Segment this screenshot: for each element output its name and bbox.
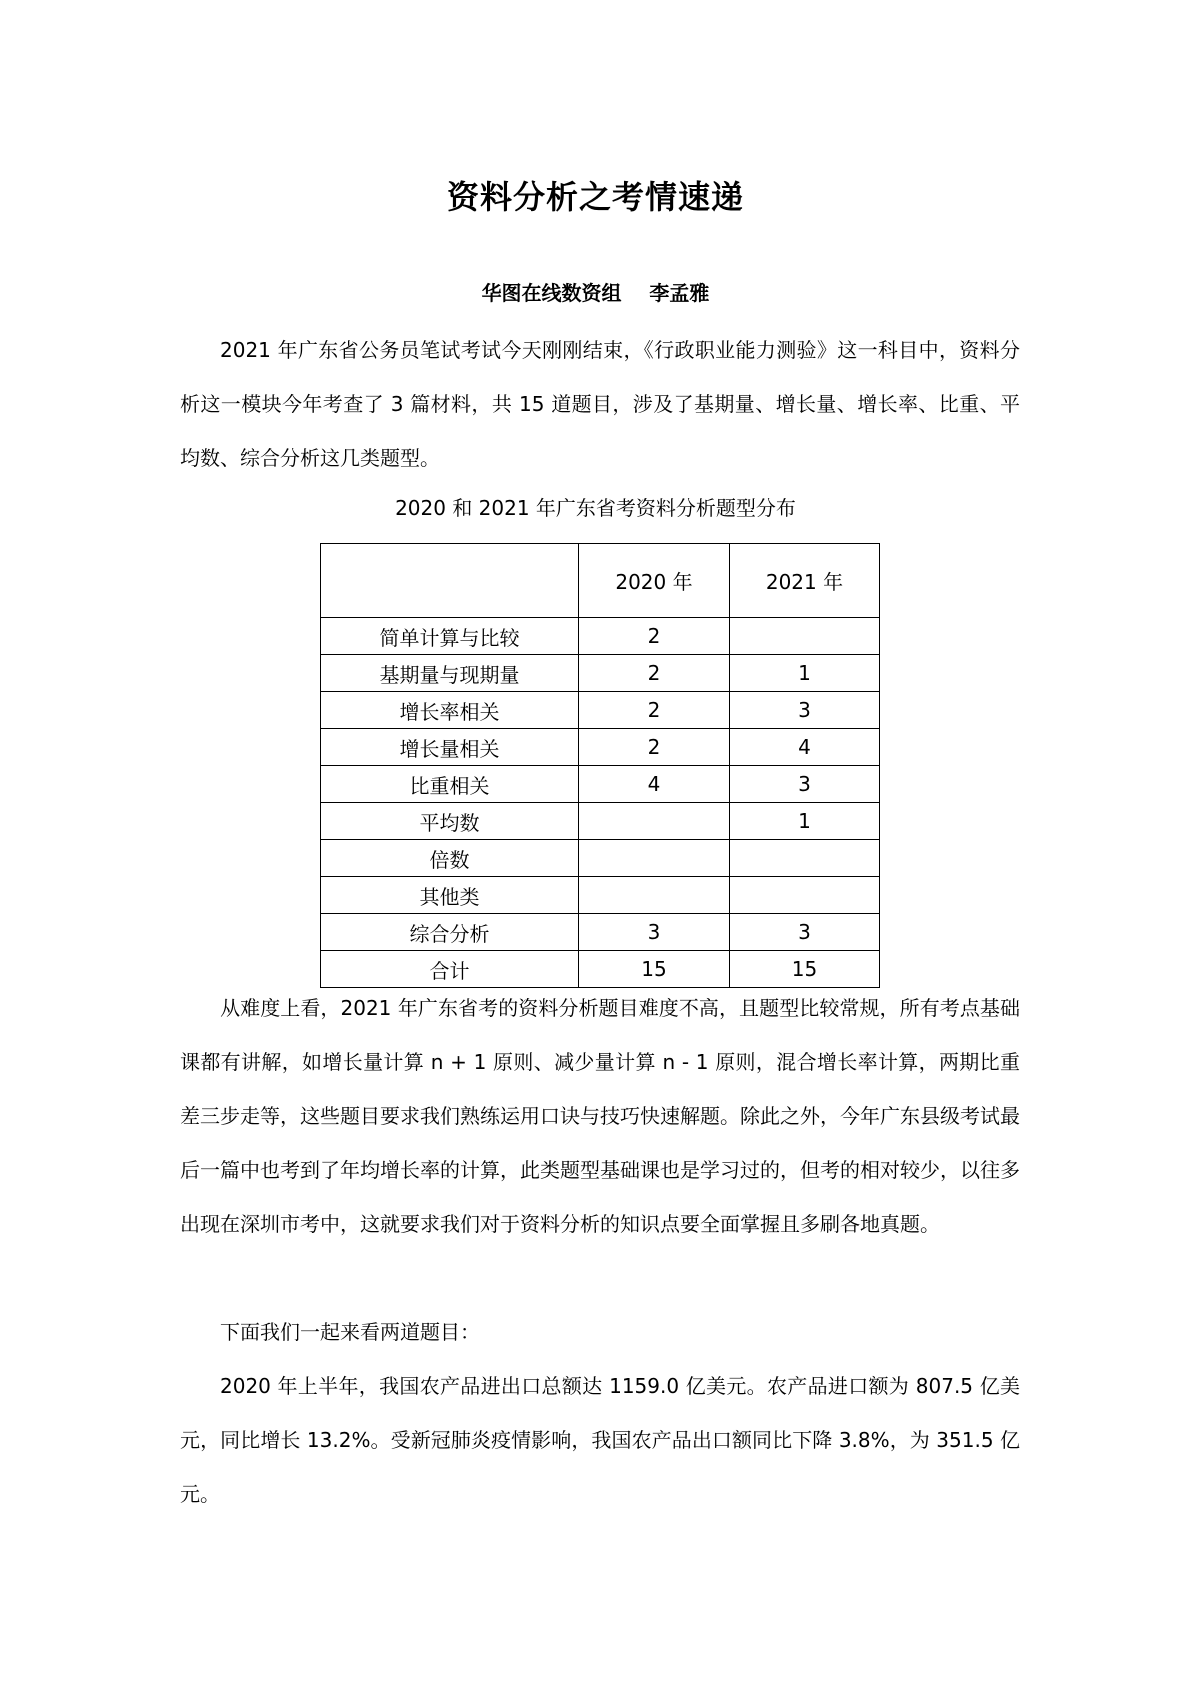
- row-2021-value: [730, 877, 880, 914]
- row-2021-value: 3: [730, 692, 880, 729]
- table-row: [321, 655, 880, 692]
- difficulty-paragraph: [180, 981, 1020, 1251]
- row-category: 其他类: [321, 877, 579, 914]
- row-2020-value: 2: [579, 618, 730, 655]
- row-2020-value: 15: [579, 951, 730, 988]
- row-2021-value: 4: [730, 729, 880, 766]
- row-2020-value: 3: [579, 914, 730, 951]
- row-category: 平均数: [321, 803, 579, 840]
- table-row: [321, 618, 880, 655]
- row-category: 增长率相关: [321, 692, 579, 729]
- row-2021-value: [730, 618, 880, 655]
- row-category: 倍数: [321, 840, 579, 877]
- row-category: 综合分析: [321, 914, 579, 951]
- row-2020-value: [579, 877, 730, 914]
- header-cell-2020: 2020 年: [579, 544, 730, 618]
- row-2020-value: 4: [579, 766, 730, 803]
- row-2021-value: 1: [730, 655, 880, 692]
- row-category: 合计: [321, 951, 579, 988]
- header-cell-category: [321, 544, 579, 618]
- table-row: [321, 729, 880, 766]
- table-row: [321, 840, 880, 877]
- difficulty-text: 从难度上看，2021 年广东省考的资料分析题目难度不高，且题型比较常规，所有考点基础课都有讲解，如增长量计算 n + 1 原则、减少量计算 n - 1 原则，混合增长率计算，两期比重差三步走等，这些题目要求我们熟练运用口诀与技巧快速解题。除此之外，今年广东县级考试最后一篇中也考到了年均增长率的计算，此类题型基础课也是学习过的，但考的相对较少，以往多出现在深圳市考中，这就要求我们对于资料分析的知识点要全面掌握且多刷各地真题。: [180, 996, 1020, 1236]
- lead-in-text: 下面我们一起来看两道题目：: [220, 1320, 480, 1344]
- material-paragraph: [180, 1359, 1020, 1521]
- question-type-table: [320, 543, 880, 988]
- table-row: [321, 803, 880, 840]
- row-2020-value: [579, 840, 730, 877]
- row-category: 简单计算与比较: [321, 618, 579, 655]
- row-2021-value: 1: [730, 803, 880, 840]
- author-line: 华图在线数资组 李孟雅: [481, 281, 710, 305]
- table-row: [321, 692, 880, 729]
- row-2020-value: 2: [579, 692, 730, 729]
- table-row: [321, 877, 880, 914]
- row-2021-value: 15: [730, 951, 880, 988]
- row-category: 增长量相关: [321, 729, 579, 766]
- material-text: 2020 年上半年，我国农产品进出口总额达 1159.0 亿美元。农产品进口额为 807.5 亿美元，同比增长 13.2%。受新冠肺炎疫情影响，我国农产品出口额同比下降 3.8%，为 351.5 亿元。: [180, 1374, 1020, 1506]
- lead-in-paragraph: [180, 1305, 1020, 1359]
- row-2021-value: 3: [730, 914, 880, 951]
- row-category: 比重相关: [321, 766, 579, 803]
- row-2020-value: [579, 803, 730, 840]
- table-caption: 2020 和 2021 年广东省考资料分析题型分布: [395, 496, 796, 520]
- header-cell-2021: 2021 年: [730, 544, 880, 618]
- intro-text: 2021 年广东省公务员笔试考试今天刚刚结束，《行政职业能力测验》这一科目中，资料分析这一模块今年考查了 3 篇材料，共 15 道题目，涉及了基期量、增长量、增长率、比重、平均数、综合分析这几类题型。: [180, 338, 1020, 470]
- row-2021-value: 3: [730, 766, 880, 803]
- row-2020-value: 2: [579, 655, 730, 692]
- row-2020-value: 2: [579, 729, 730, 766]
- table-row: [321, 766, 880, 803]
- document-title: 资料分析之考情速递: [446, 178, 744, 216]
- row-category: 基期量与现期量: [321, 655, 579, 692]
- intro-paragraph: [180, 323, 1020, 485]
- table-row: [321, 914, 880, 951]
- row-2021-value: [730, 840, 880, 877]
- table-header-row: [321, 544, 880, 618]
